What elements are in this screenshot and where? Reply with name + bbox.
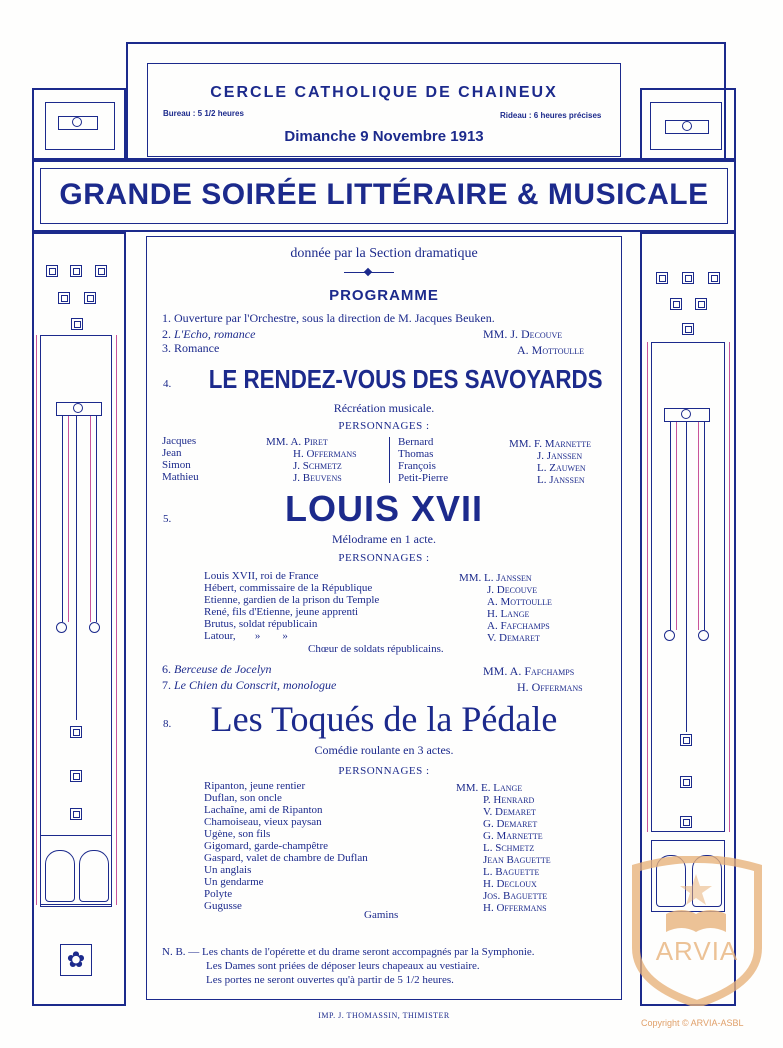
actor: H. Decloux bbox=[483, 878, 537, 890]
item-text: Le Chien du Conscrit, monologue bbox=[174, 678, 337, 692]
actor: A. Mottoulle bbox=[487, 596, 552, 608]
header-club: CERCLE CATHOLIQUE DE CHAINEUX bbox=[210, 84, 558, 101]
role: Mathieu bbox=[162, 471, 199, 483]
main-title: GRANDE SOIRÉE LITTÉRAIRE & MUSICALE bbox=[59, 178, 709, 211]
role: Hébert, commissaire de la République bbox=[204, 582, 373, 594]
item-text: L'Echo, romance bbox=[174, 327, 256, 341]
actor: J. Decouve bbox=[487, 584, 538, 596]
role: Latour, » » bbox=[204, 630, 288, 642]
note-line: N. B. — Les chants de l'opérette et du drame seront accompagnés par la Symphonie. bbox=[162, 946, 535, 958]
actor: MM. L. Janssen bbox=[459, 572, 532, 584]
actor: G. Marnette bbox=[483, 830, 543, 842]
actor: V. Demaret bbox=[483, 806, 536, 818]
actor: J. Beuvens bbox=[293, 472, 342, 484]
item-number: 3. bbox=[162, 341, 171, 355]
flower-icon: ✿ bbox=[60, 944, 92, 976]
header-date: Dimanche 9 Novembre 1913 bbox=[284, 128, 484, 145]
actor: L. Baguette bbox=[483, 866, 540, 878]
performer: H. Offermans bbox=[517, 680, 583, 694]
actor: G. Demaret bbox=[483, 818, 538, 830]
actor: H. Offermans bbox=[293, 448, 357, 460]
item-number: 8. bbox=[163, 718, 172, 730]
role: Un anglais bbox=[204, 864, 252, 876]
list-item bbox=[162, 311, 495, 325]
role: François bbox=[398, 460, 436, 472]
role: Jean bbox=[162, 447, 182, 459]
role: Ugène, son fils bbox=[204, 828, 271, 840]
copyright-text: Copyright © ARVIA-ASBL bbox=[641, 1018, 744, 1028]
list-item bbox=[162, 341, 219, 355]
printer-credit: IMP. J. THOMASSIN, THIMISTER bbox=[318, 1011, 450, 1020]
role: Gaspard, valet de chambre de Duflan bbox=[204, 852, 368, 864]
item-number: 1. bbox=[162, 311, 171, 325]
header-rideau: Rideau : 6 heures précises bbox=[500, 111, 602, 120]
item-text: Ouverture par l'Orchestre, sous la direction de M. Jacques Beuken. bbox=[174, 311, 495, 325]
piece-subtitle: Comédie roulante en 3 actes. bbox=[314, 743, 454, 757]
item-number: 2. bbox=[162, 327, 171, 341]
role: Thomas bbox=[398, 448, 434, 460]
item-text: Berceuse de Jocelyn bbox=[174, 662, 272, 676]
role: Jacques bbox=[162, 435, 197, 447]
role: Chamoiseau, vieux paysan bbox=[204, 816, 322, 828]
stained-glass-panel bbox=[40, 835, 112, 907]
actor: V. Demaret bbox=[487, 632, 540, 644]
actor: MM. F. Marnette bbox=[509, 438, 592, 450]
extras: Gamins bbox=[364, 909, 399, 921]
actor: Jean Baguette bbox=[483, 854, 551, 866]
item-number: 4. bbox=[163, 378, 172, 390]
header-bureau: Bureau : 5 1/2 heures bbox=[163, 109, 244, 118]
emblem-icon bbox=[664, 408, 710, 422]
personnages-label: PERSONNAGES : bbox=[338, 552, 430, 564]
personnages-label: PERSONNAGES : bbox=[338, 420, 430, 432]
performer: MM. A. Fafchamps bbox=[483, 664, 575, 678]
role: Simon bbox=[162, 459, 191, 471]
list-item bbox=[162, 678, 336, 692]
role: Etienne, gardien de la prison du Temple bbox=[204, 594, 380, 606]
personnages-label: PERSONNAGES : bbox=[338, 765, 430, 777]
item-number: 7. bbox=[162, 678, 171, 692]
subtitle: donnée par la Section dramatique bbox=[290, 246, 478, 261]
actor: H. Offermans bbox=[483, 902, 547, 914]
emblem-icon bbox=[56, 402, 102, 416]
actor: Jos. Baguette bbox=[483, 890, 548, 902]
item-number: 6. bbox=[162, 662, 171, 676]
role: Lachaîne, ami de Ripanton bbox=[204, 804, 323, 816]
role: Ripanton, jeune rentier bbox=[204, 780, 306, 792]
programme-heading: PROGRAMME bbox=[329, 287, 439, 304]
piece-title: LOUIS XVII bbox=[284, 488, 484, 529]
role: Un gendarme bbox=[204, 876, 264, 888]
role: Brutus, soldat républicain bbox=[204, 618, 318, 630]
actor: J. Schmetz bbox=[293, 460, 342, 472]
role: Duflan, son oncle bbox=[204, 792, 282, 804]
actor: J. Janssen bbox=[537, 450, 583, 462]
emblem-icon bbox=[58, 116, 98, 130]
item-text: Romance bbox=[174, 341, 220, 355]
performer: MM. J. Decouve bbox=[483, 327, 563, 341]
actor: P. Henrard bbox=[483, 794, 535, 806]
chorus: Chœur de soldats républicains. bbox=[308, 643, 444, 655]
piece-title: Les Toqués de la Pédale bbox=[210, 699, 558, 739]
role: René, fils d'Etienne, jeune apprenti bbox=[204, 606, 359, 618]
role: Louis XVII, roi de France bbox=[204, 570, 319, 582]
role: Bernard bbox=[398, 436, 434, 448]
actor: A. Fafchamps bbox=[487, 620, 550, 632]
role: Petit-Pierre bbox=[398, 472, 449, 484]
role: Gugusse bbox=[204, 900, 242, 912]
role: Gigomard, garde-champêtre bbox=[204, 840, 328, 852]
piece-subtitle: Récréation musicale. bbox=[333, 401, 435, 415]
piece-title: LE RENDEZ-VOUS DES SAVOYARDS bbox=[208, 364, 603, 394]
arvia-watermark bbox=[626, 856, 768, 1006]
note-line: Les portes ne seront ouvertes qu'à partir de 5 1/2 heures. bbox=[206, 974, 454, 986]
list-item bbox=[162, 662, 272, 676]
actor: MM. A. Piret bbox=[266, 436, 328, 448]
actor: L. Zauwen bbox=[537, 462, 586, 474]
svg-text:ARVIA: ARVIA bbox=[655, 936, 739, 966]
actor: MM. E. Lange bbox=[456, 782, 523, 794]
performer: A. Mottoulle bbox=[517, 343, 584, 357]
emblem-icon bbox=[665, 120, 709, 134]
note-line: Les Dames sont priées de déposer leurs chapeaux au vestiaire. bbox=[206, 960, 480, 972]
role: Polyte bbox=[204, 888, 233, 900]
item-number: 5. bbox=[163, 513, 172, 525]
actor: H. Lange bbox=[487, 608, 530, 620]
actor: L. Schmetz bbox=[483, 842, 535, 854]
actor: L. Janssen bbox=[537, 474, 585, 486]
piece-subtitle: Mélodrame en 1 acte. bbox=[332, 532, 436, 546]
list-item bbox=[162, 327, 255, 341]
